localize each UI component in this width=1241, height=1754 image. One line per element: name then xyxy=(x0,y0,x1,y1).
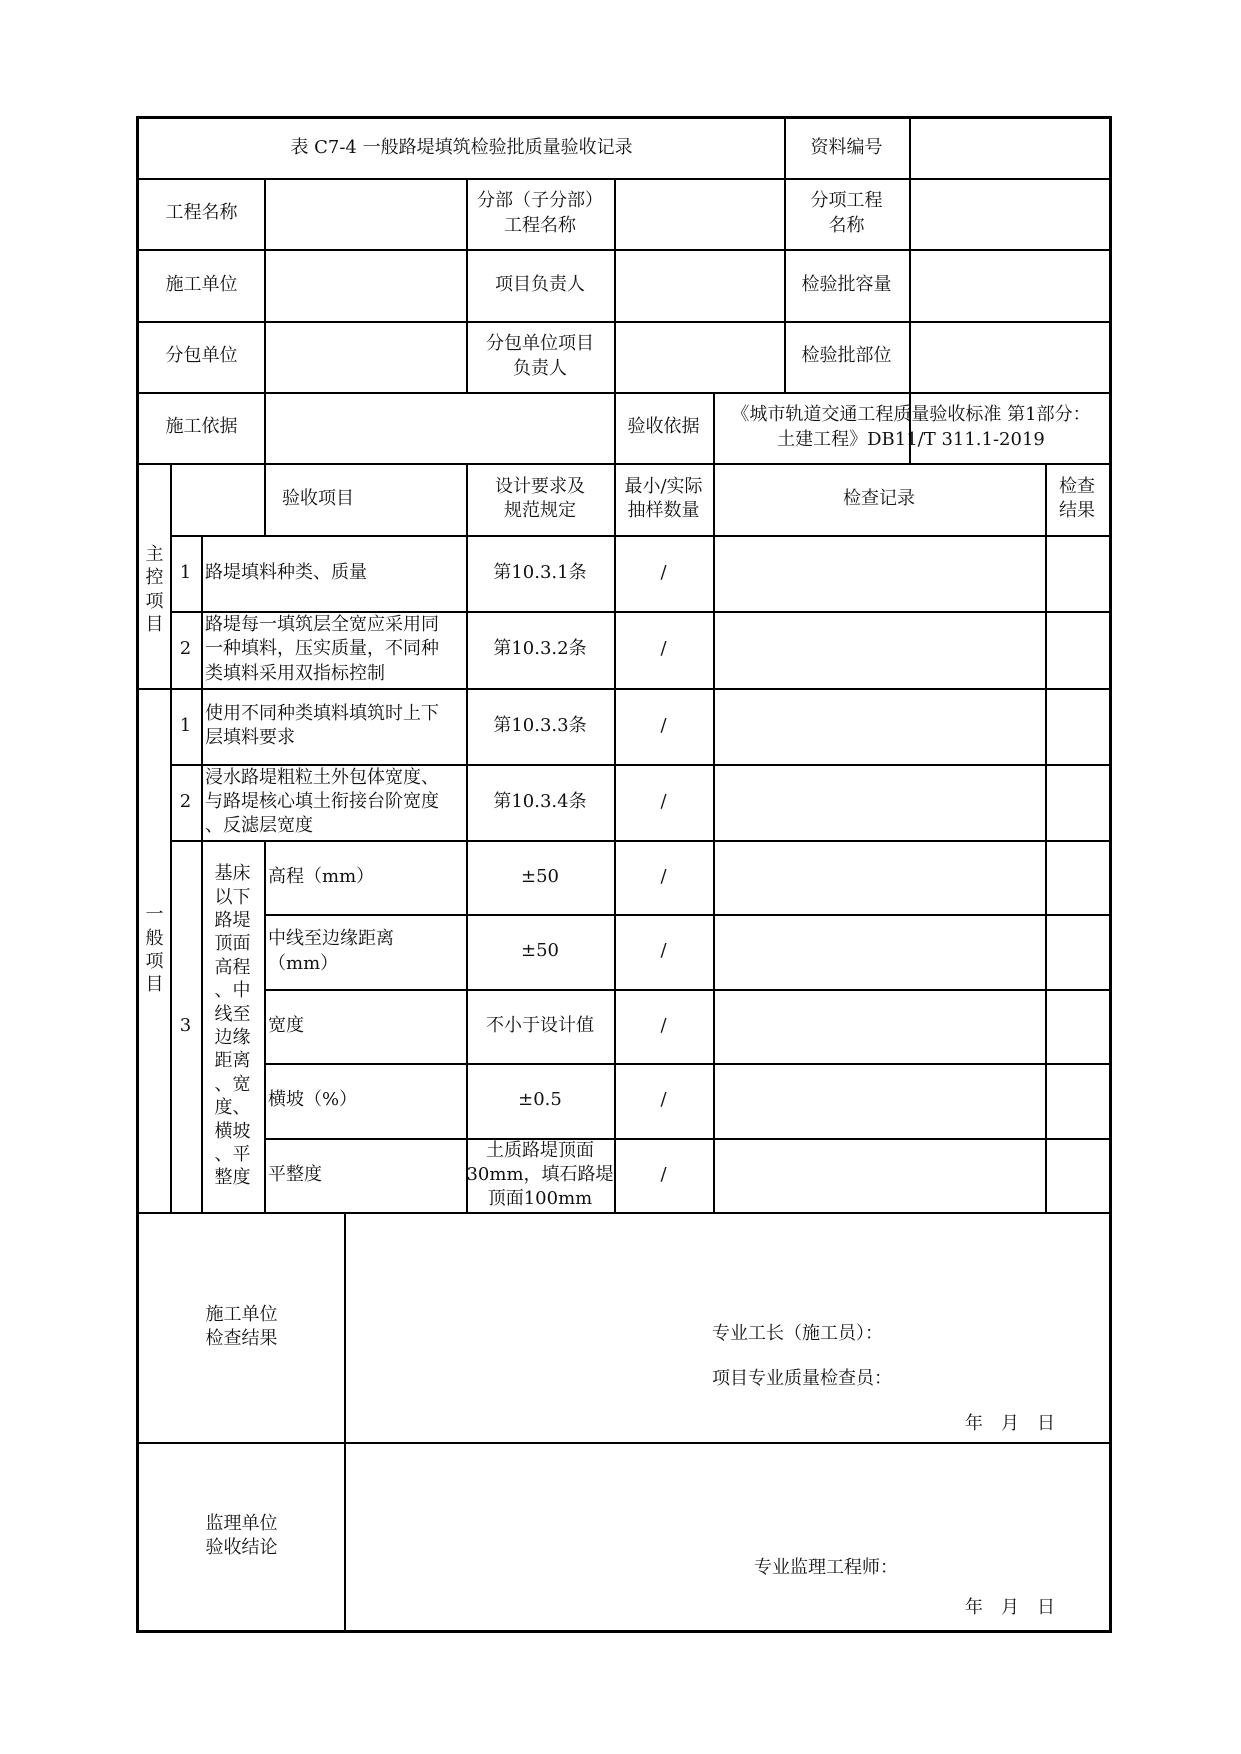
acceptance-basis-value: 《城市轨道交通工程质量验收标准 第1部分： 土建工程》DB11/T 311.1-2019 xyxy=(731,404,1091,450)
project-name-label: 工程名称 xyxy=(165,202,238,224)
engineer-signature-label: 专业监理工程师： xyxy=(754,1557,898,1578)
supervisor-date: 年 月 日 xyxy=(965,1597,1055,1618)
sub-manager-label: 分包单位项目 负责人 xyxy=(486,333,594,379)
general-group3-label: 基床 以下 路堤 顶面 高程 、中 线至 边缘 距离 、宽 度、 横坡 、平 整度 xyxy=(214,863,251,1189)
general-row-1-record[interactable] xyxy=(713,688,1045,764)
main-row-2-record[interactable] xyxy=(713,611,1045,688)
basis-field[interactable] xyxy=(264,392,614,463)
foreman-signature-label: 专业工长（施工员）： xyxy=(712,1323,883,1344)
inspection-form xyxy=(136,116,1112,1633)
col-record-header: 检查记录 xyxy=(843,487,915,509)
acceptance-basis-label: 验收依据 xyxy=(627,416,700,438)
rule xyxy=(344,1212,346,1630)
g3-row-1-sample: / xyxy=(660,865,667,887)
general-row-1-design: 第10.3.3条 xyxy=(493,714,587,736)
g3-row-5-record[interactable] xyxy=(713,1138,1045,1212)
g3-row-5-item: 平整度 xyxy=(268,1163,322,1185)
main-row-1-item: 路堤填料种类、质量 xyxy=(205,561,367,583)
g3-row-3-design: 不小于设计值 xyxy=(486,1014,594,1036)
g3-row-5-design: 土质路堤顶面 30mm，填石路堤 顶面100mm xyxy=(466,1139,614,1210)
sub-manager-field[interactable] xyxy=(614,321,784,392)
g3-row-2-design: ±50 xyxy=(521,940,559,962)
general-row-1-no: 1 xyxy=(179,714,192,736)
general-row-2-result[interactable] xyxy=(1045,764,1109,840)
col-result-header: 检查 结果 xyxy=(1059,475,1095,521)
main-row-2-item: 路堤每一填筑层全宽应采用同 一种填料，压实质量，不同种 类填料采用双指标控制 xyxy=(205,614,439,684)
doc-no-field[interactable] xyxy=(909,119,1109,178)
g3-row-1-result[interactable] xyxy=(1045,840,1109,914)
g3-row-1-design: ±50 xyxy=(521,865,559,887)
project-manager-label: 项目负责人 xyxy=(495,273,585,295)
main-row-2-design: 第10.3.2条 xyxy=(493,638,587,660)
g3-row-1-item: 高程（mm） xyxy=(268,865,375,887)
g3-row-3-result[interactable] xyxy=(1045,989,1109,1063)
division-field[interactable] xyxy=(614,178,784,249)
main-row-1-record[interactable] xyxy=(713,535,1045,611)
g3-row-3-record[interactable] xyxy=(713,989,1045,1063)
g3-row-4-item: 横坡（%） xyxy=(268,1089,358,1111)
g3-row-4-result[interactable] xyxy=(1045,1063,1109,1138)
division-label: 分部（子分部） 工程名称 xyxy=(477,190,603,236)
general-label: 一 般 项 目 xyxy=(145,904,164,996)
col-sample-header: 最小/实际 抽样数量 xyxy=(624,475,703,521)
general-row-1-result[interactable] xyxy=(1045,688,1109,764)
general-row-2-item: 浸水路堤粗粒土外包体宽度、 与路堤核心填土衔接台阶宽度 、反滤层宽度 xyxy=(205,766,439,837)
contractor-check-label: 施工单位 检查结果 xyxy=(205,1303,278,1349)
general-row-2-record[interactable] xyxy=(713,764,1045,840)
g3-row-2-sample: / xyxy=(660,940,667,962)
project-manager-field[interactable] xyxy=(614,249,784,321)
main-row-2-sample: / xyxy=(660,638,667,660)
basis-label: 施工依据 xyxy=(165,416,238,438)
g3-row-4-record[interactable] xyxy=(713,1063,1045,1138)
col-item-header: 验收项目 xyxy=(282,487,354,509)
inspector-signature-label: 项目专业质量检查员： xyxy=(712,1368,892,1389)
g3-row-2-result[interactable] xyxy=(1045,914,1109,989)
g3-row-2-item: 中线至边缘距离 （mm） xyxy=(268,928,394,974)
g3-row-5-result[interactable] xyxy=(1045,1138,1109,1212)
main-row-1-no: 1 xyxy=(179,561,192,583)
lot-location-label: 检验批部位 xyxy=(801,345,892,367)
g3-row-1-record[interactable] xyxy=(713,840,1045,914)
supervisor-check-label: 监理单位 验收结论 xyxy=(205,1512,278,1558)
lot-location-field[interactable] xyxy=(909,321,1109,392)
main-row-2-no: 2 xyxy=(179,638,192,660)
general-row-2-design: 第10.3.4条 xyxy=(493,790,587,812)
lot-capacity-field[interactable] xyxy=(909,249,1109,321)
main-row-1-design: 第10.3.1条 xyxy=(493,561,587,583)
doc-no-label: 资料编号 xyxy=(810,137,883,159)
general-row-2-no: 2 xyxy=(179,790,192,812)
main-row-1-result[interactable] xyxy=(1045,535,1109,611)
main-row-2-result[interactable] xyxy=(1045,611,1109,688)
form-title: 表 C7-4 一般路堤填筑检验批质量验收记录 xyxy=(290,137,633,159)
g3-row-4-sample: / xyxy=(660,1089,667,1111)
contractor-label: 施工单位 xyxy=(165,273,238,295)
g3-row-4-design: ±0.5 xyxy=(518,1089,562,1111)
col-design-header: 设计要求及 规范规定 xyxy=(495,475,585,521)
g3-row-3-item: 宽度 xyxy=(268,1014,304,1036)
general-row-2-sample: / xyxy=(660,790,667,812)
subitem-field[interactable] xyxy=(909,178,1109,249)
lot-capacity-label: 检验批容量 xyxy=(801,273,892,295)
project-name-field[interactable] xyxy=(264,178,466,249)
main-row-1-sample: / xyxy=(660,561,667,583)
g3-row-3-sample: / xyxy=(660,1014,667,1036)
subcontractor-label: 分包单位 xyxy=(165,345,238,367)
subcontractor-field[interactable] xyxy=(264,321,466,392)
general-row-1-item: 使用不同种类填料填筑时上下 层填料要求 xyxy=(205,702,439,748)
main-control-label: 主 控 项 目 xyxy=(145,544,164,636)
general-row-3-no: 3 xyxy=(179,1014,192,1036)
subitem-label: 分项工程 名称 xyxy=(810,190,883,236)
contractor-date: 年 月 日 xyxy=(965,1413,1055,1434)
g3-row-2-record[interactable] xyxy=(713,914,1045,989)
contractor-field[interactable] xyxy=(264,249,466,321)
general-row-1-sample: / xyxy=(660,714,667,736)
g3-row-5-sample: / xyxy=(660,1163,667,1185)
